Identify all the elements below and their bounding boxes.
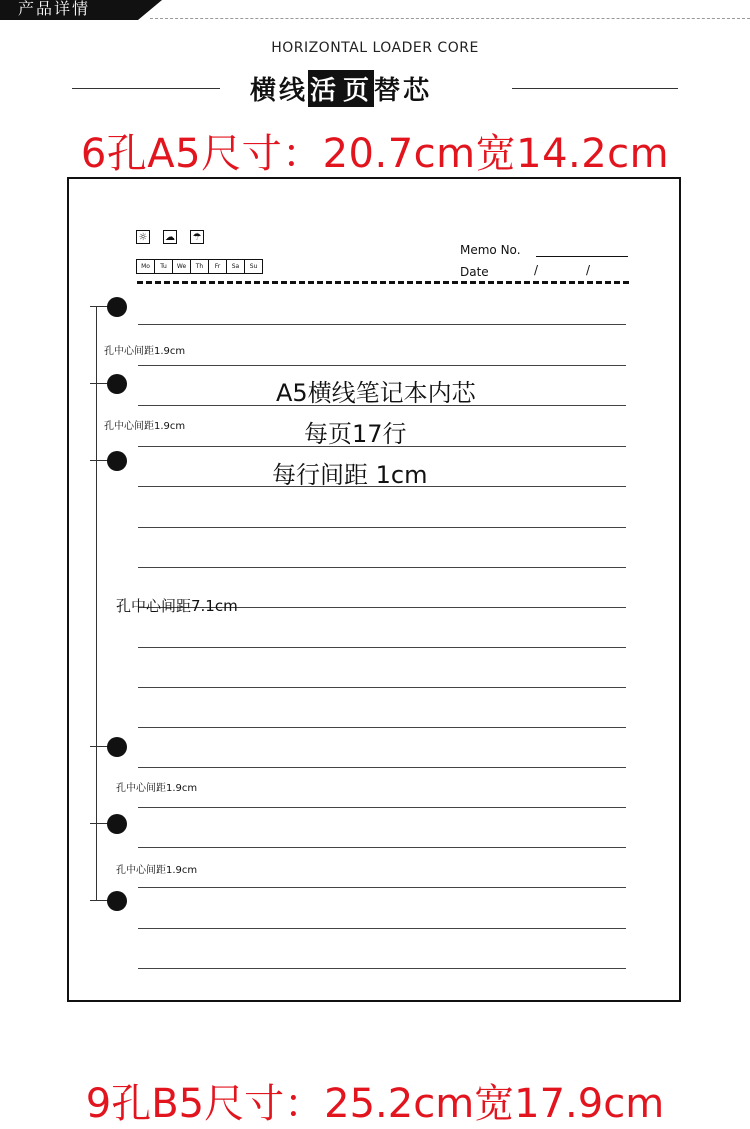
ruled-line <box>138 968 626 969</box>
title-char-5: 替 <box>374 75 404 106</box>
title-char-2: 线 <box>279 75 309 106</box>
cloud-icon: ☁ <box>165 231 175 243</box>
info-line-1: A5横线笔记本内芯 <box>276 379 476 407</box>
sun-icon: ☼ <box>136 230 150 244</box>
dimension-tick <box>90 306 108 307</box>
day-fr: Fr <box>209 260 227 273</box>
binder-hole <box>107 297 127 317</box>
info-line-2: 每页17行 <box>304 420 407 448</box>
ruled-line <box>138 928 626 929</box>
ruled-line <box>138 767 626 768</box>
ruled-line <box>138 807 626 808</box>
title-line-right <box>512 88 678 89</box>
title-char-1: 横 <box>250 75 280 106</box>
ruled-line <box>138 324 626 325</box>
day-mo: Mo <box>137 260 155 273</box>
ruled-line <box>138 887 626 888</box>
title-char-6: 芯 <box>403 75 433 106</box>
hole-spacing-label: 孔中心间距1.9cm <box>116 865 198 876</box>
next-size-heading: 9孔B5尺寸：25.2cm宽17.9cm <box>85 1081 665 1127</box>
binder-hole <box>107 374 127 394</box>
dimension-tick <box>90 383 108 384</box>
ruled-line <box>138 727 626 728</box>
hole-spacing-label: 孔中心间距1.9cm <box>104 421 186 432</box>
day-we: We <box>173 260 191 273</box>
day-su: Su <box>249 263 258 270</box>
dimension-tick <box>90 900 108 901</box>
dimension-tick <box>90 823 108 824</box>
date-separator-1: / <box>534 263 539 277</box>
chinese-title <box>250 70 432 106</box>
title-char-3: 活 <box>308 70 341 107</box>
ruled-line <box>138 567 626 568</box>
binder-hole <box>107 737 127 757</box>
weekday-selector <box>136 259 263 274</box>
ruled-line <box>138 687 626 688</box>
ruled-line <box>138 365 626 366</box>
binder-hole <box>107 814 127 834</box>
title-line-left <box>72 88 220 89</box>
header-dashed-rule <box>137 281 629 284</box>
day-sa: Sa <box>227 260 245 273</box>
rain-icon: ☂ <box>190 230 204 244</box>
binder-hole <box>107 451 127 471</box>
hole-dimension-line <box>96 306 97 900</box>
hole-spacing-label: 孔中心间距1.9cm <box>116 783 198 794</box>
size-heading: 6孔A5尺寸：20.7cm宽14.2cm <box>80 131 670 177</box>
section-divider <box>150 18 750 19</box>
hole-gap-label: 孔中心间距7.1cm <box>116 597 238 615</box>
date-separator-2: / <box>586 263 591 277</box>
memo-underline <box>536 256 628 257</box>
english-title: HORIZONTAL LOADER CORE <box>271 40 479 56</box>
ruled-line <box>138 847 626 848</box>
dimension-tick <box>90 460 108 461</box>
section-tab-label: 产品详情 <box>18 0 91 18</box>
paper-sheet <box>67 177 681 1002</box>
title-char-4: 页 <box>341 70 374 107</box>
date-label: Date <box>460 265 489 279</box>
binder-hole <box>107 891 127 911</box>
day-tu: Tu <box>155 260 173 273</box>
hole-spacing-label: 孔中心间距1.9cm <box>104 346 186 357</box>
day-th: Th <box>191 260 209 273</box>
info-line-3: 每行间距 1cm <box>272 461 428 489</box>
ruled-line <box>138 647 626 648</box>
memo-label: Memo No. <box>460 243 521 257</box>
dimension-tick <box>90 746 108 747</box>
ruled-line <box>138 527 626 528</box>
